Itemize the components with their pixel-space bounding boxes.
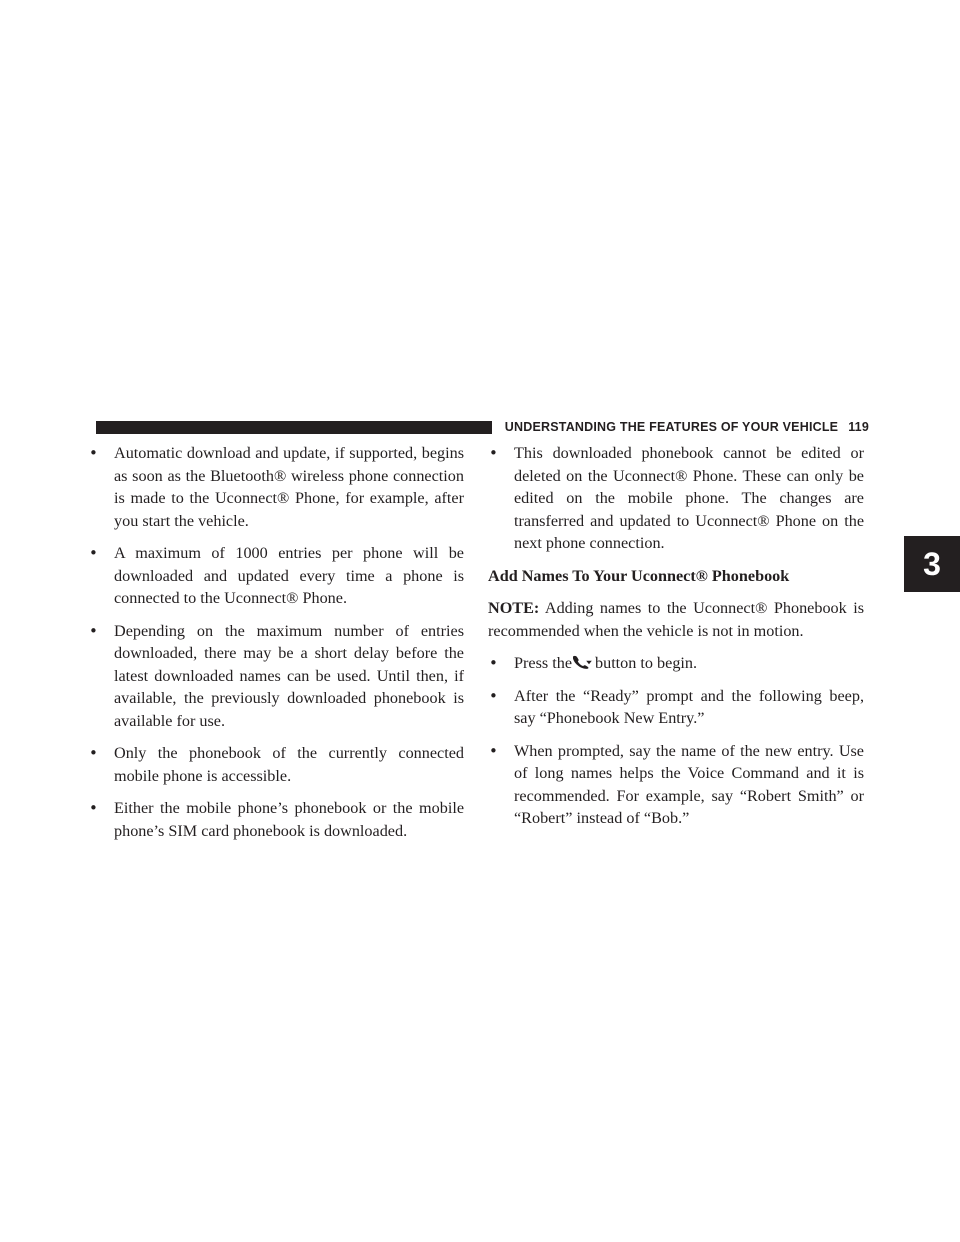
- header-title: [505, 419, 869, 436]
- page-header: [96, 419, 876, 436]
- bullet-dot: •: [89, 544, 98, 562]
- list-item: [88, 620, 464, 733]
- list-item-press: [488, 652, 864, 675]
- bullet-dot: •: [89, 621, 98, 640]
- list-item: [88, 442, 464, 532]
- chapter-tab: 3: [904, 536, 960, 592]
- list-item-text: This downloaded phonebook cannot be edited or deleted on the Uconnect® Phone. These can only be edited on the mobile phone. The changes are transferred and updated to Uconnect® Phone on the next phone connection.: [514, 444, 864, 552]
- list-item: [88, 742, 464, 787]
- list-item: [488, 442, 864, 555]
- list-item-text: When prompted, say the name of the new entry. Use of long names helps the Voice Command and it is recommended. For example, say “Robert Smith” or “Robert” instead of “Bob.”: [514, 741, 864, 827]
- list-item: [488, 685, 864, 730]
- note-text: Adding names to the Uconnect® Phonebook is recommended when the vehicle is not in motion.: [488, 599, 865, 640]
- note-label: NOTE:: [488, 599, 540, 617]
- left-column: [88, 442, 464, 852]
- phone-handset-icon: [572, 655, 593, 669]
- header-section-title: UNDERSTANDING THE FEATURES OF YOUR VEHICLE: [504, 420, 839, 434]
- list-item-text: A maximum of 1000 entries per phone will be downloaded and updated every time a phone is connected to the Uconnect® Phone.: [114, 544, 464, 607]
- note-paragraph: [488, 597, 864, 642]
- bullet-dot: •: [489, 686, 498, 705]
- page-number: 119: [848, 420, 869, 434]
- list-item: [88, 542, 464, 610]
- section-heading: Add Names To Your Uconnect® Phonebook: [488, 566, 790, 585]
- list-item-text: After the “Ready” prompt and the following beep, say “Phonebook New Entry.”: [514, 686, 864, 727]
- bullet-dot: •: [489, 444, 498, 462]
- list-item-text: Either the mobile phone’s phonebook or the mobile phone’s SIM card phonebook is downloaded.: [114, 799, 464, 840]
- press-after-text: button to begin.: [595, 654, 698, 672]
- list-item: [88, 797, 464, 842]
- right-column: [488, 442, 864, 840]
- bullet-dot: •: [89, 444, 98, 462]
- bullet-dot: •: [489, 741, 498, 760]
- list-item-text: Automatic download and update, if supported, begins as soon as the Bluetooth® wireless phone connection is made to the Uconnect® Phone, for example, after you start the vehicle.: [114, 444, 464, 530]
- bullet-dot: •: [89, 799, 98, 817]
- press-before-text: Press the: [514, 654, 572, 672]
- list-item-text: Depending on the maximum number of entries downloaded, there may be a short delay before the latest downloaded names can be used. Until then, if available, the previously downloaded phonebook is available for use.: [114, 621, 464, 730]
- bullet-dot: •: [89, 744, 98, 762]
- header-rule-bar: [96, 421, 492, 434]
- list-item-text: Only the phonebook of the currently connected mobile phone is accessible.: [114, 744, 464, 785]
- list-item: [488, 740, 864, 830]
- bullet-dot: •: [489, 654, 498, 672]
